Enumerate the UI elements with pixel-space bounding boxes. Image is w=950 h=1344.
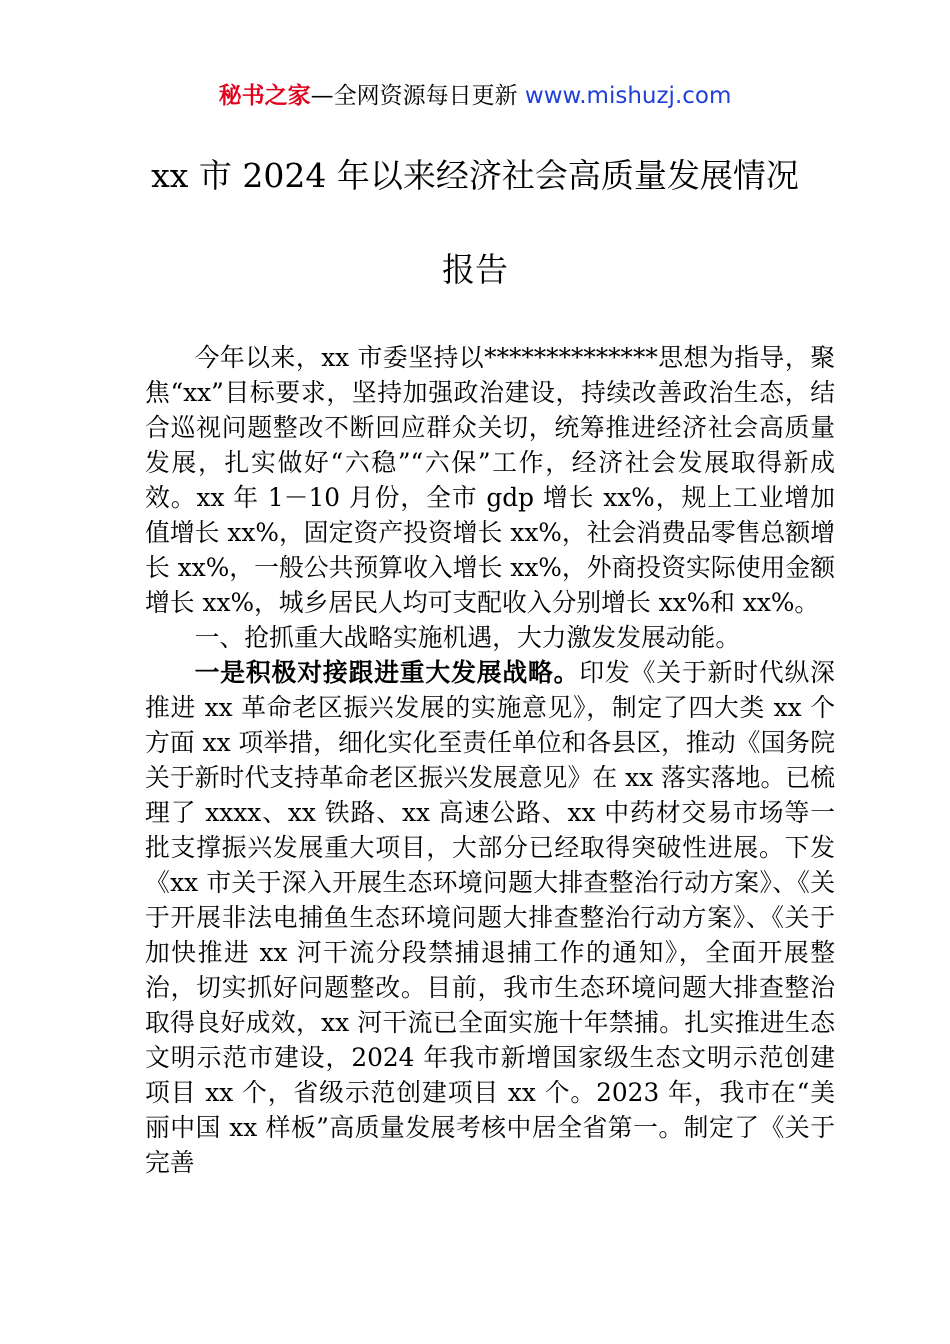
paragraph-first-point [145,655,835,1180]
section-heading: 一、抢抓重大战略实施机遇，大力激发发展动能。 [194,623,741,652]
brand-name: 秘书之家 [218,83,311,109]
document-title-line2: 报告 [442,250,508,289]
document-title-line1: xx 市 2024 年以来经济社会高质量发展情况 [151,156,799,195]
site-header [0,80,950,112]
paragraph-text: 印发《关于新时代纵深推进 xx 革命老区振兴发展的实施意见》，制定了四大类 xx 个方面 xx 项举措，细化实化至责任单位和各县区，推动《国务院关于新时代支持革命老区振兴发展意见》在 xx 落实落地。已梳理了 xxxx、xx 铁路、xx 高速公路、xx 中药材交易市场等一批支撑振兴发展重大项目，大部分已经取得突破性进展。下发《xx 市关于深入开展生态环境问题大排查整治行动方案》、《关于开展非法电捕鱼生态环境问题大排查整治行动方案》、《关于加快推进 xx 河干流分段禁捕退捕工作的通知》，全面开展整治，切实抓好问题整改。目前，我市生态环境问题大排查整治取得良好成效，xx 河干流已全面实施十年禁捕。扎实推进生态文明示范市建设，2024 年我市新增国家级生态文明示范创建项目 xx 个，省级示范创建项目 xx 个。2023 年，我市在“美丽中国 xx 样板”高质量发展考核中居全省第一。制定了《关于完善 [145,658,835,1177]
paragraph-intro: 今年以来，xx 市委坚持以**************思想为指导，聚焦“xx”目标要求，坚持加强政治建设，持续改善政治生态，结合巡视问题整改不断回应群众关切，统筹推进经济社会高质量发展，扎实做好“六稳”“六保”工作，经济社会发展取得新成效。xx 年 1－10 月份，全市 gdp 增长 xx%，规上工业增加值增长 xx%，固定资产投资增长 xx%，社会消费品零售总额增长 xx%，一般公共预算收入增长 xx%，外商投资实际使用金额增长 xx%，城乡居民人均可支配收入分别增长 xx%和 xx%。 [145,343,835,617]
document-body [145,340,835,1180]
website-link[interactable]: www.mishuzj.com [524,83,732,109]
paragraph-lead: 一是积极对接跟进重大发展战略。 [194,658,580,687]
header-tagline: —全网资源每日更新 [310,83,518,109]
